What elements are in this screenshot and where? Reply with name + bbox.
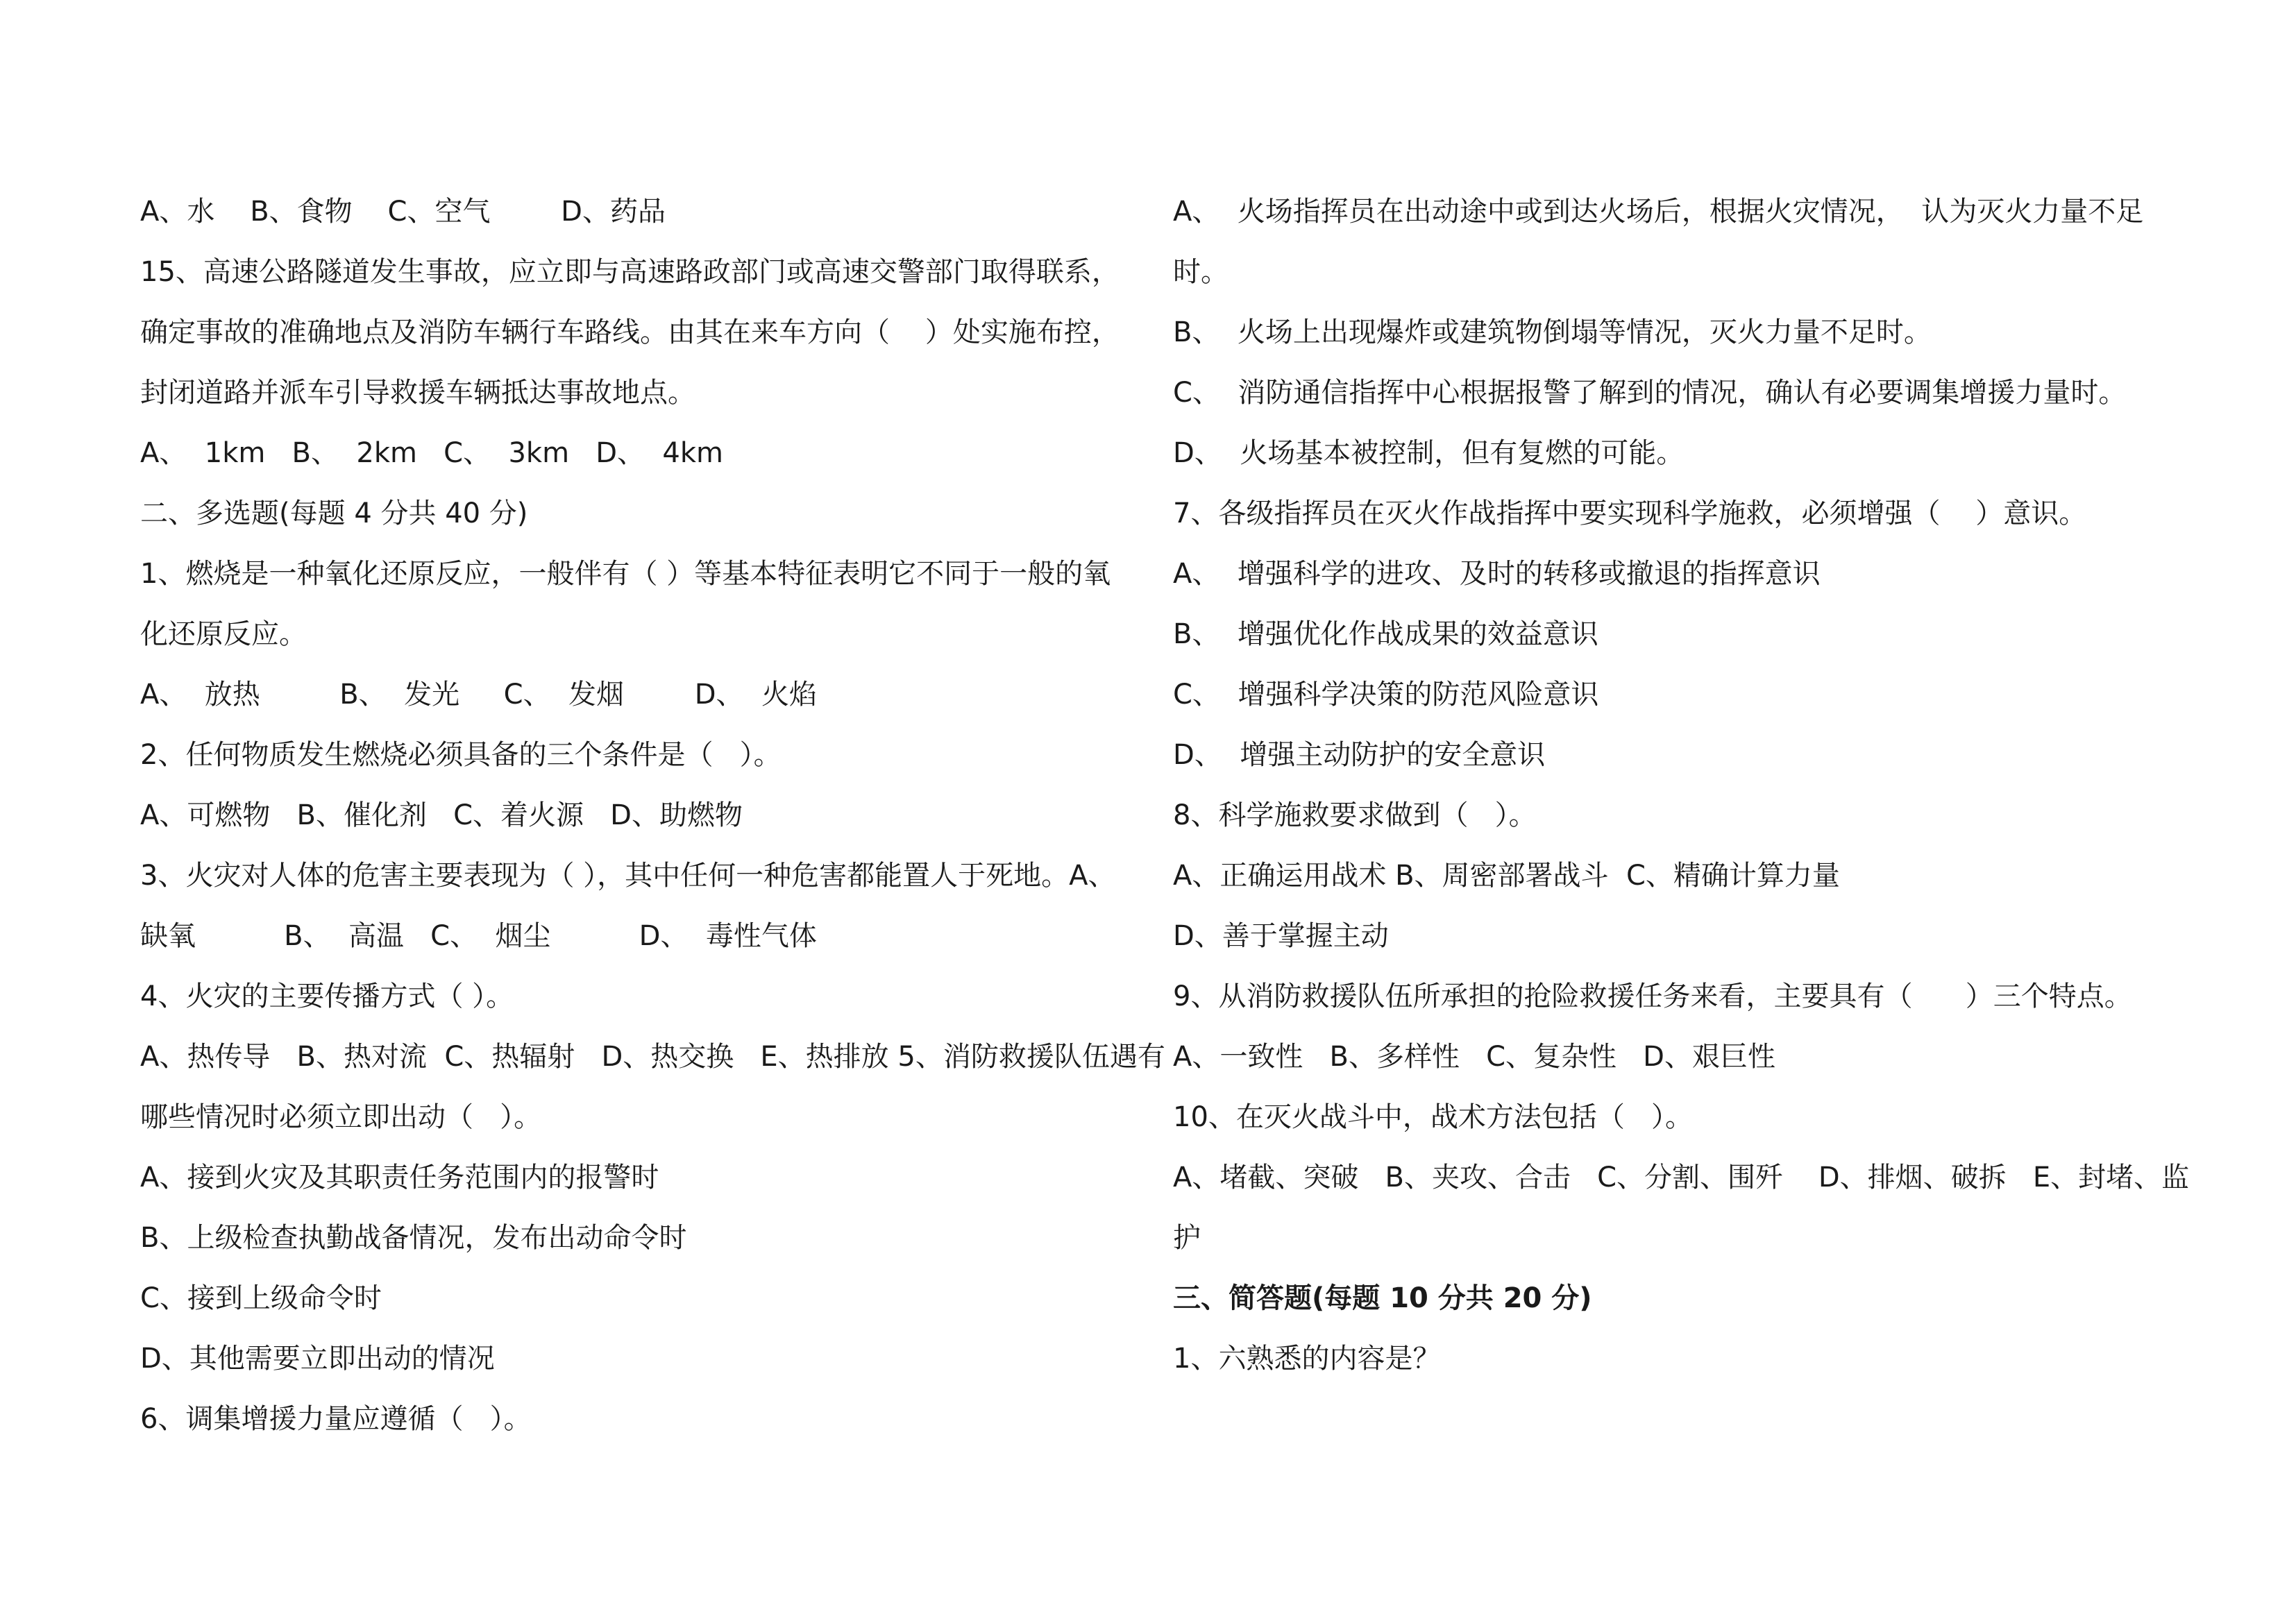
mc-question-8: 8、科学施救要求做到（ ）。 <box>1173 799 1537 831</box>
question-15-line-3: 封闭道路并派车引导救援车辆抵达事故地点。 <box>140 377 695 409</box>
mc-answer-options-10-line-2: 护 <box>1173 1222 1201 1254</box>
mc-question-2: 2、任何物质发生燃烧必须具备的三个条件是（ ）。 <box>140 739 782 771</box>
mc-answer-options-2: A、可燃物 B、催化剂 C、着火源 D、助燃物 <box>140 799 743 831</box>
mc-question-10: 10、在灭火战斗中，战术方法包括（ ）。 <box>1173 1101 1694 1133</box>
mc-answer-options-8-line-1: A、正确运用战术 B、周密部署战斗 C、精确计算力量 <box>1173 860 1840 892</box>
sa-question-1: 1、六熟悉的内容是？ <box>1173 1343 1441 1375</box>
right-column <box>1173 182 2190 1389</box>
mc-answer-options-9: A、一致性 B、多样性 C、复杂性 D、艰巨性 <box>1173 1041 1775 1073</box>
mc-answer-6-option-a-line-2: 时。 <box>1173 256 1229 288</box>
mc-answer-5-option-b: B、上级检查执勤战备情况，发布出动命令时 <box>140 1222 687 1254</box>
mc-question-4: 4、火灾的主要传播方式（ ）。 <box>140 980 514 1012</box>
mc-answer-6-option-b: B、 火场上出现爆炸或建筑物倒塌等情况，灭火力量不足时。 <box>1173 316 1932 348</box>
mc-answer-options-3: 缺氧 B、 高温 C、 烟尘 D、 毒性气体 <box>140 920 817 952</box>
mc-answer-options-1: A、 放热 B、 发光 C、 发烟 D、 火焰 <box>140 679 817 711</box>
mc-answer-7-option-d: D、 增强主动防护的安全意识 <box>1173 739 1546 771</box>
mc-question-1-line-2: 化还原反应。 <box>140 618 307 650</box>
question-15-line-1: 15、高速公路隧道发生事故，应立即与高速路政部门或高速交警部门取得联系， <box>140 256 1120 288</box>
answer-options-15: A、 1km B、 2km C、 3km D、 4km <box>140 437 723 469</box>
mc-answer-options-8-line-2: D、善于掌握主动 <box>1173 920 1389 952</box>
mc-answer-5-option-c: C、接到上级命令时 <box>140 1282 382 1314</box>
mc-question-6: 6、调集增援力量应遵循（ ）。 <box>140 1403 532 1435</box>
section-heading-short-answer: 三、简答题(每题 10 分共 20 分) <box>1173 1282 1592 1314</box>
answer-options-14: A、水 B、食物 C、空气 D、药品 <box>140 196 666 228</box>
mc-answer-7-option-b: B、 增强优化作战成果的效益意识 <box>1173 618 1598 650</box>
mc-question-9: 9、从消防救援队伍所承担的抢险救援任务来看，主要具有（ ）三个特点。 <box>1173 980 2132 1012</box>
mc-question-1-line-1: 1、燃烧是一种氧化还原反应，一般伴有（ ）等基本特征表明它不同于一般的氧 <box>140 558 1111 590</box>
mc-answer-5-option-d: D、其他需要立即出动的情况 <box>140 1343 495 1375</box>
left-column <box>140 182 1165 1450</box>
section-heading-multiple-choice: 二、多选题(每题 4 分共 40 分) <box>140 498 528 529</box>
mc-question-5-line-2: 哪些情况时必须立即出动（ ）。 <box>140 1101 542 1133</box>
mc-answer-7-option-c: C、 增强科学决策的防范风险意识 <box>1173 679 1599 711</box>
mc-question-3-line-1: 3、火灾对人体的危害主要表现为（ ），其中任何一种危害都能置人于死地。A、 <box>140 860 1116 892</box>
mc-answer-6-option-a-line-1: A、 火场指挥员在出动途中或到达火场后，根据火灾情况， 认为灭火力量不足 <box>1173 196 2144 228</box>
question-15-line-2: 确定事故的准确地点及消防车辆行车路线。由其在来车方向（ ）处实施布控， <box>140 316 1120 348</box>
mc-question-7: 7、各级指挥员在灭火作战指挥中要实现科学施救，必须增强（ ）意识。 <box>1173 498 2087 529</box>
mc-answer-6-option-c: C、 消防通信指挥中心根据报警了解到的情况，确认有必要调集增援力量时。 <box>1173 377 2127 409</box>
mc-answer-6-option-d: D、 火场基本被控制，但有复燃的可能。 <box>1173 437 1685 469</box>
mc-answer-options-4: A、热传导 B、热对流 C、热辐射 D、热交换 E、热排放 5、消防救援队伍遇有 <box>140 1041 1165 1073</box>
mc-answer-7-option-a: A、 增强科学的进攻、及时的转移或撤退的指挥意识 <box>1173 558 1821 590</box>
mc-answer-5-option-a: A、接到火灾及其职责任务范围内的报警时 <box>140 1162 659 1193</box>
mc-answer-options-10-line-1: A、堵截、突破 B、夹攻、合击 C、分割、围歼 D、排烟、破拆 E、封堵、监 <box>1173 1162 2190 1193</box>
